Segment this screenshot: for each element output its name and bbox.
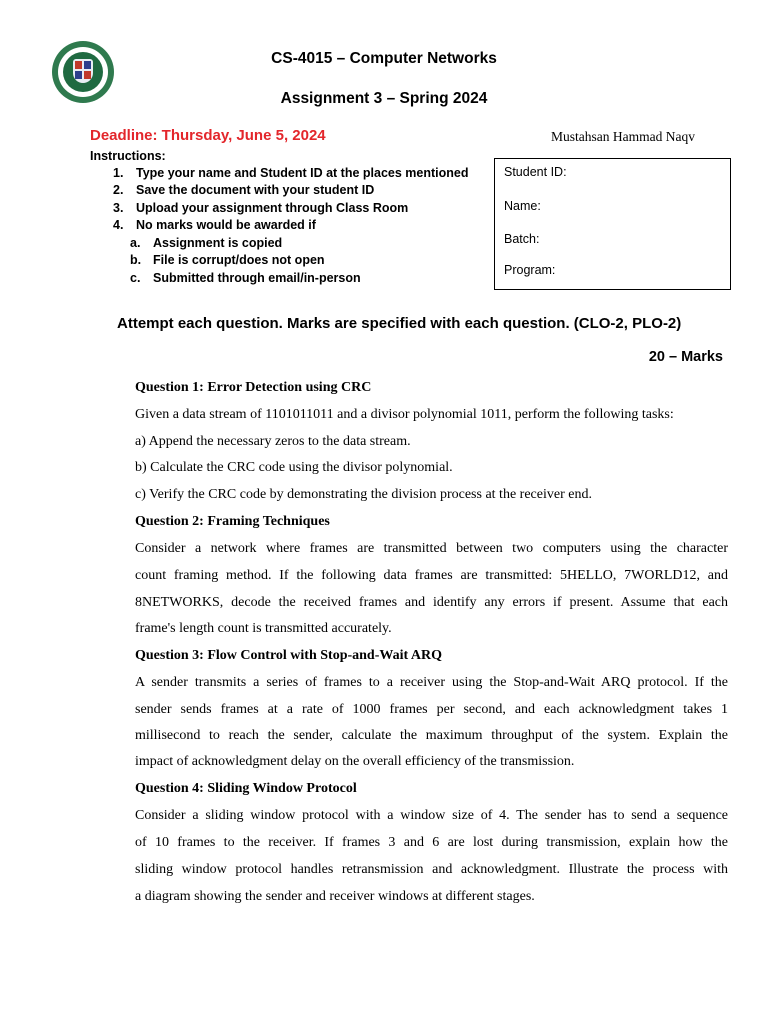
question-line: sender sends frames at a rate of 1000 frames per second, and each acknowledgment takes 1 [135, 702, 728, 717]
question-line: of 10 frames to the receiver. If frames 3 and 6 are lost during transmission, explain how the [135, 835, 728, 850]
question-title: Question 1: Error Detection using CRC [135, 380, 372, 395]
instruction-text: No marks would be awarded if [136, 218, 316, 232]
question-line: c) Verify the CRC code by demonstrating the division process at the receiver end. [135, 487, 592, 502]
question-line: Given a data stream of 1101011011 and a divisor polynomial 1011, perform the following tasks: [135, 407, 674, 422]
deadline: Deadline: Thursday, June 5, 2024 [90, 127, 326, 144]
subitem-letter: c. [130, 271, 141, 285]
question-line: count framing method. If the following data frames are transmitted: 5HELLO, 7WORLD12, and [135, 568, 728, 583]
instruction-number: 3. [113, 201, 124, 215]
instruction-text: Save the document with your student ID [136, 183, 375, 197]
instruction-number: 2. [113, 183, 124, 197]
student-info-box [494, 158, 731, 290]
program-label: Program: [504, 263, 556, 277]
question-title: Question 4: Sliding Window Protocol [135, 781, 357, 796]
question-line: A sender transmits a series of frames to a receiver using the Stop-and-Wait ARQ protocol. If the [135, 675, 728, 690]
question-line: frame's length count is transmitted accurately. [135, 621, 392, 636]
instruction-text: Upload your assignment through Class Room [136, 201, 409, 215]
question-line: a) Append the necessary zeros to the data stream. [135, 434, 411, 449]
name-label: Name: [504, 199, 541, 213]
instruction-text: Type your name and Student ID at the places mentioned [136, 166, 469, 180]
student-id-label: Student ID: [504, 165, 567, 179]
batch-label: Batch: [504, 232, 540, 246]
question-line: b) Calculate the CRC code using the divisor polynomial. [135, 460, 453, 475]
subitem-letter: a. [130, 236, 141, 250]
assignment-title: Assignment 3 – Spring 2024 [280, 90, 488, 107]
subitem-text: Assignment is copied [153, 236, 283, 250]
instruction-number: 4. [113, 218, 124, 232]
question-line: a diagram showing the sender and receiver windows at different stages. [135, 889, 535, 904]
question-line: Consider a sliding window protocol with a window size of 4. The sender has to send a sequence [135, 808, 728, 823]
question-title: Question 3: Flow Control with Stop-and-Wait ARQ [135, 648, 442, 663]
attempt-instruction: Attempt each question. Marks are specified with each question. (CLO-2, PLO-2) [117, 315, 682, 332]
question-line: sliding window protocol handles retransmission and acknowledgment. Illustrate the process with [135, 862, 728, 877]
subitem-text: Submitted through email/in-person [153, 271, 361, 285]
instruction-number: 1. [113, 166, 124, 180]
instructions-heading: Instructions: [90, 149, 166, 163]
course-title: CS-4015 – Computer Networks [271, 50, 497, 67]
total-marks: 20 – Marks [648, 349, 723, 365]
question-line: impact of acknowledgment delay on the overall efficiency of the transmission. [135, 754, 575, 769]
question-title: Question 2: Framing Techniques [135, 514, 330, 529]
subitem-letter: b. [130, 253, 142, 267]
question-line: 8NETWORKS, decode the received frames and identify any errors if present. Assume that each [135, 595, 728, 610]
author-name: Mustahsan Hammad Naqv [551, 129, 695, 144]
question-line: millisecond to reach the sender, calculate the maximum throughput of the system. Explain the [135, 728, 728, 743]
subitem-text: File is corrupt/does not open [153, 253, 325, 267]
question-line: Consider a network where frames are transmitted between two computers using the character [135, 541, 728, 556]
